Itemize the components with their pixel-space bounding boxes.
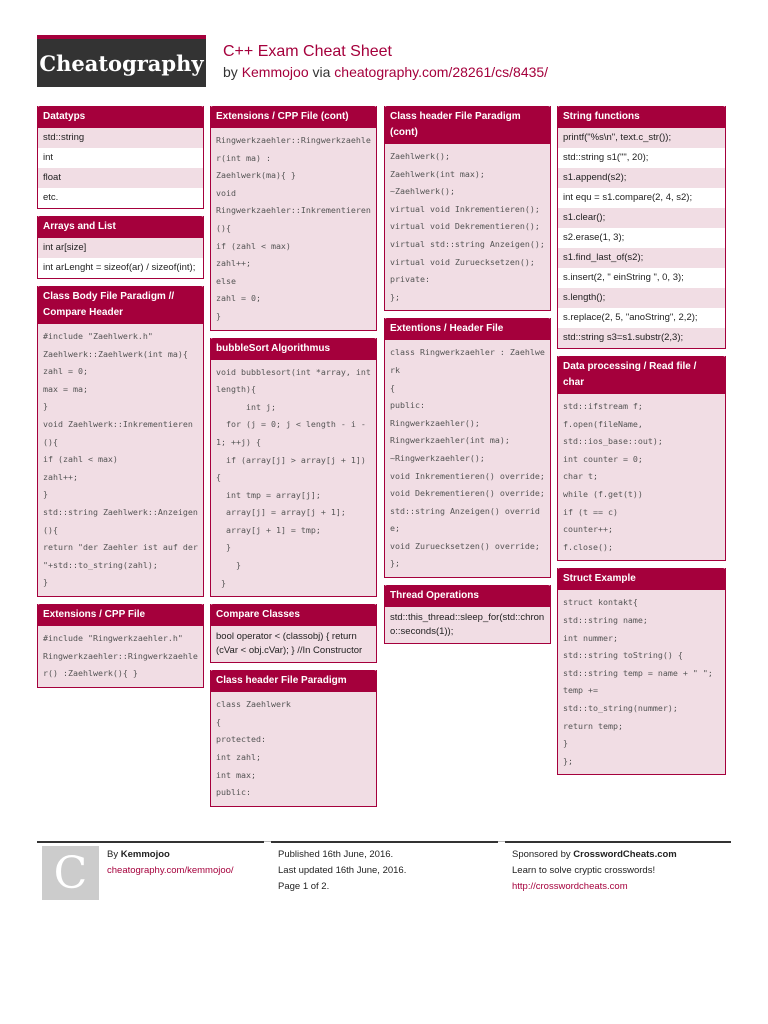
table-row: s.length(); bbox=[558, 288, 725, 308]
author-url-link[interactable]: cheatography.com/kemmojoo/ bbox=[107, 865, 234, 876]
footer-rule-3 bbox=[505, 841, 731, 843]
column-1 bbox=[37, 106, 204, 695]
sheet-url-link[interactable]: cheatography.com/28261/cs/8435/ bbox=[334, 64, 549, 80]
column-4 bbox=[557, 106, 726, 782]
sponsor-name[interactable]: CrosswordCheats.com bbox=[573, 849, 677, 860]
page-count: Page 1 of 2. bbox=[278, 881, 330, 892]
table-row: int ar[size] bbox=[38, 238, 203, 258]
code-block: Ringwerkzaehler::Ringwerkzaehler(int ma) : Zaehlwerk(ma){ } void Ringwerkzaehler::Inkrementieren(){ if (zahl < max) zahl++; else zahl = 0; } bbox=[211, 128, 376, 330]
card-title: Class header File Paradigm (cont) bbox=[384, 106, 551, 144]
footer-dates bbox=[278, 847, 406, 895]
by-label: By bbox=[107, 849, 119, 860]
code-block: class Ringwerkzaehler : Zaehlwerk { public: Ringwerkzaehler(); Ringwerkzaehler(int ma); ~Ringwerkzaehler(); void Inkrementieren() override; void Dekrementieren() override; std::string Anzeigen() override; void Zuruecksetzen() override; }; bbox=[385, 340, 550, 577]
page-subtitle bbox=[223, 64, 548, 80]
footer-author bbox=[107, 847, 234, 879]
card-string-functions bbox=[557, 106, 726, 349]
table-row: s1.append(s2); bbox=[558, 168, 725, 188]
table-row: int arLenght = sizeof(ar) / sizeof(int); bbox=[38, 258, 203, 278]
updated-date: Last updated 16th June, 2016. bbox=[278, 865, 407, 876]
table-row: float bbox=[38, 168, 203, 188]
code-block: struct kontakt{ std::string name; int nummer; std::string toString() { std::string temp = name + " "; temp += std::to_string(nummer); return temp; } }; bbox=[558, 590, 725, 774]
card-bubblesort bbox=[210, 338, 377, 598]
sponsor-url-link[interactable]: http://crosswordcheats.com bbox=[512, 881, 628, 892]
footer-sponsor bbox=[512, 847, 677, 895]
card-title: Extensions / CPP File bbox=[37, 604, 204, 626]
card-class-header-cont bbox=[384, 106, 551, 311]
card-title: Struct Example bbox=[557, 568, 726, 590]
card-title: Extensions / CPP File (cont) bbox=[210, 106, 377, 128]
code-block: #include "Ringwerkzaehler.h" Ringwerkzaehler::Ringwerkzaehler() :Zaehlwerk(){ } bbox=[38, 626, 203, 687]
card-ext-cpp bbox=[37, 604, 204, 688]
card-title: Datatyps bbox=[37, 106, 204, 128]
card-title: Thread Operations bbox=[384, 585, 551, 607]
card-arrays bbox=[37, 216, 204, 279]
sponsored-label: Sponsored by bbox=[512, 849, 571, 860]
card-struct bbox=[557, 568, 726, 775]
card-title: String functions bbox=[557, 106, 726, 128]
card-data-processing bbox=[557, 356, 726, 561]
card-class-header bbox=[210, 670, 377, 807]
card-title: bubbleSort Algorithmus bbox=[210, 338, 377, 360]
table-row: s.replace(2, 5, "anoString", 2,2); bbox=[558, 308, 725, 328]
table-row: s.insert(2, " einString ", 0, 3); bbox=[558, 268, 725, 288]
via-label: via bbox=[312, 64, 331, 80]
table-row: printf("%s\n", text.c_str()); bbox=[558, 128, 725, 148]
card-class-body bbox=[37, 286, 204, 597]
code-block: #include "Zaehlwerk.h" Zaehlwerk::Zaehlwerk(int ma){ zahl = 0; max = ma; } void Zaehlwerk::Inkrementieren(){ if (zahl < max) zahl++; } std::string Zaehlwerk::Anzeigen(){ return "der Zaehler ist auf der "+std::to_string(zahl); } bbox=[38, 324, 203, 596]
footer-rule-2 bbox=[271, 841, 498, 843]
card-title: Class header File Paradigm bbox=[210, 670, 377, 692]
text-block: bool operator < (classobj) { return (cVar < obj.cVar); } //In Constructor bbox=[211, 626, 376, 662]
card-compare bbox=[210, 604, 377, 663]
card-title: Compare Classes bbox=[210, 604, 377, 626]
card-ext-header bbox=[384, 318, 551, 578]
site-logo[interactable]: Cheatography bbox=[37, 35, 206, 87]
author-avatar[interactable]: C bbox=[42, 846, 99, 900]
table-row: std::string s1("", 20); bbox=[558, 148, 725, 168]
code-block: void bubblesort(int *array, int length){ int j; for (j = 0; j < length - i - 1; ++j) { if (array[j] > array[j + 1]) { int tmp = array[j]; array[j] = array[j + 1]; array[j + 1] = tmp; } } } bbox=[211, 360, 376, 597]
text-block: std::this_thread::sleep_for(std::chrono::seconds(1)); bbox=[385, 607, 550, 643]
published-date: Published 16th June, 2016. bbox=[278, 849, 394, 860]
table-row: int bbox=[38, 148, 203, 168]
author-name[interactable]: Kemmojoo bbox=[120, 849, 170, 860]
sponsor-tagline: Learn to solve cryptic crosswords! bbox=[512, 865, 656, 876]
table-row: std::string bbox=[38, 128, 203, 148]
page-title: C++ Exam Cheat Sheet bbox=[223, 43, 392, 60]
card-title: Arrays and List bbox=[37, 216, 204, 238]
table-row: std::string s3=s1.substr(2,3); bbox=[558, 328, 725, 348]
table-row: s2.erase(1, 3); bbox=[558, 228, 725, 248]
table-row: int equ = s1.compare(2, 4, s2); bbox=[558, 188, 725, 208]
card-title: Class Body File Paradigm // Compare Header bbox=[37, 286, 204, 324]
card-title: Extentions / Header File bbox=[384, 318, 551, 340]
code-block: Zaehlwerk(); Zaehlwerk(int max); ~Zaehlwerk(); virtual void Inkrementieren(); virtual void Dekrementieren(); virtual std::string Anzeigen(); virtual void Zuruecksetzen(); private: }; bbox=[385, 144, 550, 310]
table-row: s1.clear(); bbox=[558, 208, 725, 228]
code-block: std::ifstream f; f.open(fileName, std::ios_base::out); int counter = 0; char t; while (f.get(t)) if (t == c) counter++; f.close(); bbox=[558, 394, 725, 560]
column-2 bbox=[210, 106, 377, 814]
table-row: s1.find_last_of(s2); bbox=[558, 248, 725, 268]
card-thread bbox=[384, 585, 551, 644]
card-title: Data processing / Read file / char bbox=[557, 356, 726, 394]
table-row: etc. bbox=[38, 188, 203, 208]
column-3 bbox=[384, 106, 551, 651]
card-ext-cpp-cont bbox=[210, 106, 377, 331]
by-label: by bbox=[223, 64, 238, 80]
card-datatyps bbox=[37, 106, 204, 209]
code-block: class Zaehlwerk { protected: int zahl; int max; public: bbox=[211, 692, 376, 806]
footer-rule-1 bbox=[37, 841, 264, 843]
author-link[interactable]: Kemmojoo bbox=[241, 64, 309, 80]
